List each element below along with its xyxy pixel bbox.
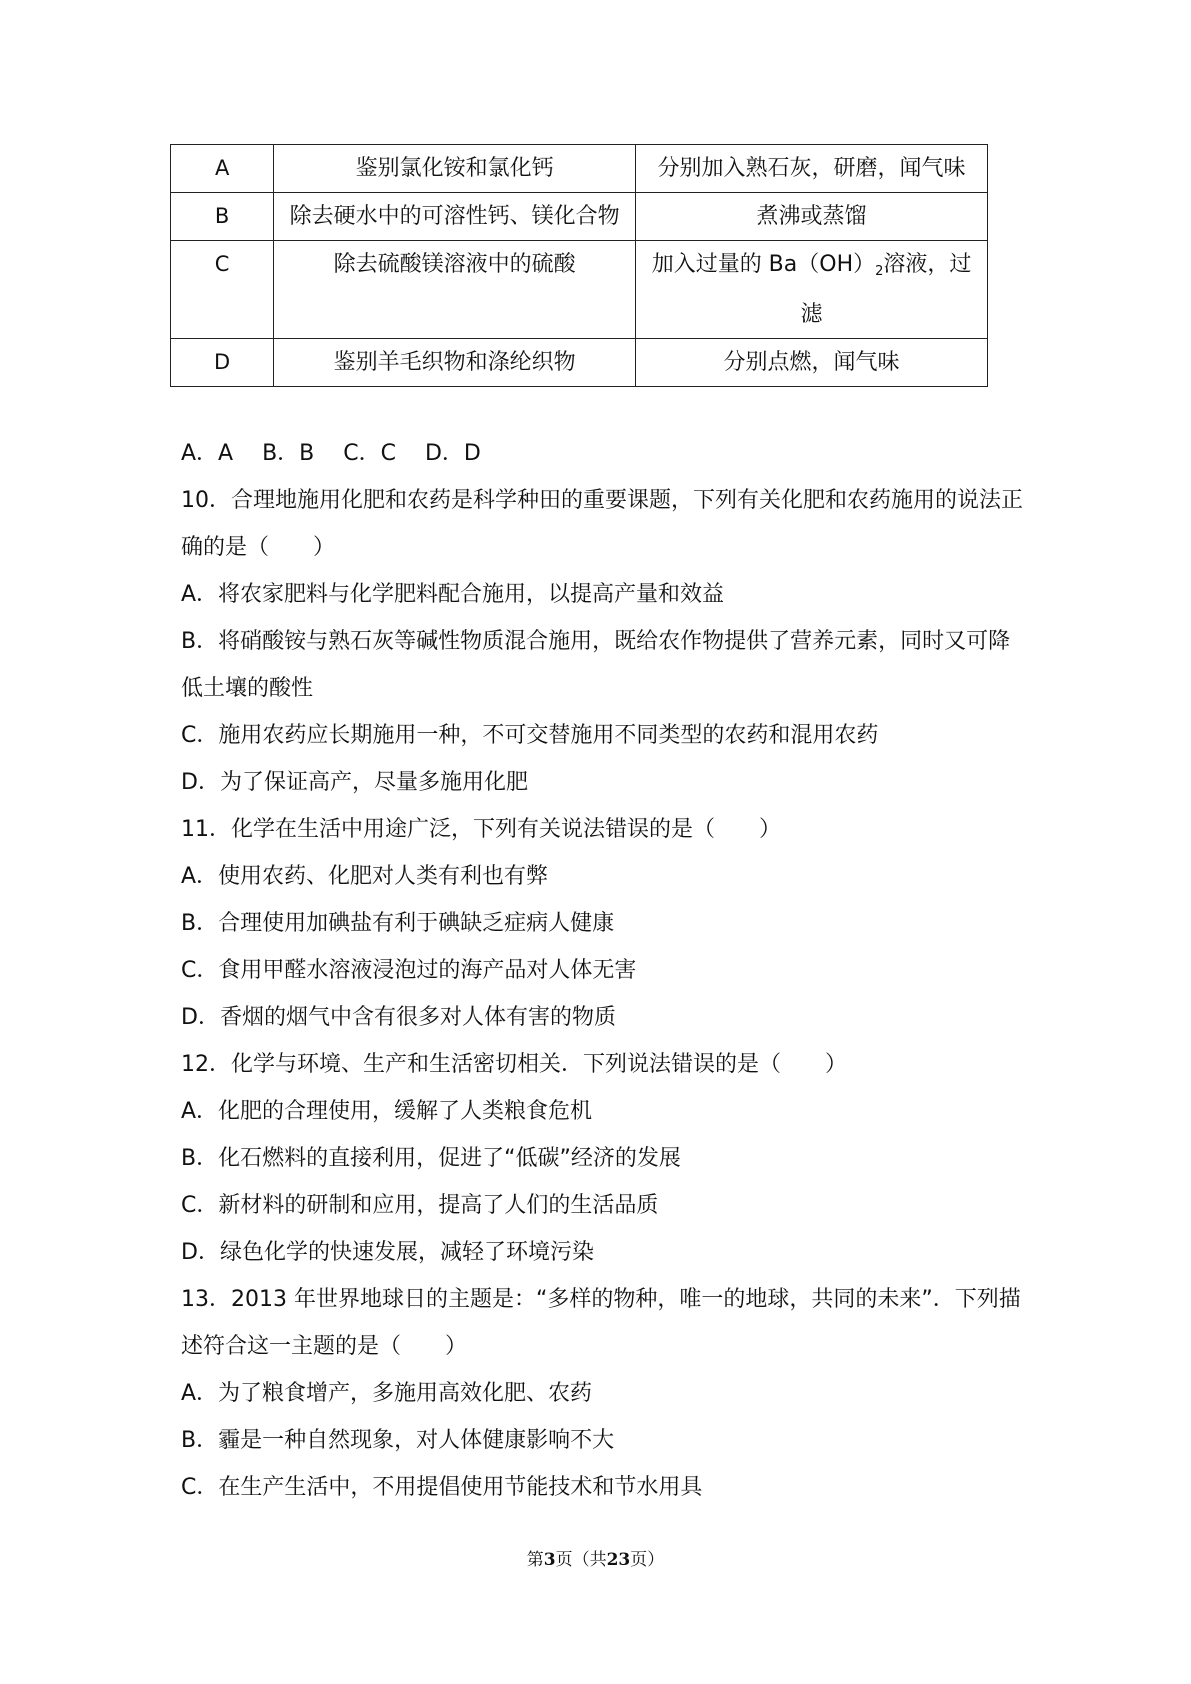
question-body xyxy=(181,430,1031,1511)
q13-stem: 13．2013 年世界地球日的主题是：“多样的物种，唯一的地球，共同的未来”．下列描述符合这一主题的是（ ） xyxy=(181,1287,1021,1359)
q12-option-c: C．新材料的研制和应用，提高了人们的生活品质 xyxy=(181,1193,659,1218)
row-purpose: 鉴别氯化铵和氯化钙 xyxy=(274,145,636,193)
row-method: 煮沸或蒸馏 xyxy=(636,193,988,241)
q12-option-a: A．化肥的合理使用，缓解了人类粮食危机 xyxy=(181,1099,593,1124)
row-method: 分别点燃，闻气味 xyxy=(636,339,988,387)
row-purpose: 鉴别羊毛织物和涤纶织物 xyxy=(274,339,636,387)
row-method xyxy=(636,241,988,339)
row-label: C xyxy=(171,241,274,339)
q11-option-d: D．香烟的烟气中含有很多对人体有害的物质 xyxy=(181,1005,616,1030)
table-row xyxy=(171,339,988,387)
q11-option-b: B．合理使用加碘盐有利于碘缺乏症病人健康 xyxy=(181,911,615,936)
footer-mid: 页（共 xyxy=(555,1550,607,1570)
footer-total-pages: 23 xyxy=(606,1550,631,1570)
footer-suffix: 页） xyxy=(630,1550,665,1570)
row-label: A xyxy=(171,145,274,193)
footer-page-number: 3 xyxy=(543,1550,556,1570)
q13-option-b: B．霾是一种自然现象，对人体健康影响不大 xyxy=(181,1428,615,1453)
q13-option-a: A．为了粮食增产，多施用高效化肥、农药 xyxy=(181,1381,593,1406)
table-row xyxy=(171,145,988,193)
subscript: 2 xyxy=(875,264,884,279)
row-purpose: 除去硬水中的可溶性钙、镁化合物 xyxy=(274,193,636,241)
q9-answer-options: A．A B．B C．C D．D xyxy=(181,441,481,466)
row-method: 分别加入熟石灰，研磨，闻气味 xyxy=(636,145,988,193)
q12-stem: 12．化学与环境、生产和生活密切相关．下列说法错误的是（ ） xyxy=(181,1052,847,1077)
q13-option-c: C．在生产生活中，不用提倡使用节能技术和节水用具 xyxy=(181,1475,703,1500)
q11-stem: 11．化学在生活中用途广泛，下列有关说法错误的是（ ） xyxy=(181,817,781,842)
method-text-pre: 加入过量的 Ba（OH） xyxy=(651,252,876,277)
table-row xyxy=(171,193,988,241)
method-text-post: 溶液，过滤 xyxy=(800,252,972,327)
options-table xyxy=(170,144,988,387)
q10-option-c: C．施用农药应长期施用一种，不可交替施用不同类型的农药和混用农药 xyxy=(181,723,879,748)
q11-option-a: A．使用农药、化肥对人类有利也有弊 xyxy=(181,864,549,889)
q11-option-c: C．食用甲醛水溶液浸泡过的海产品对人体无害 xyxy=(181,958,637,983)
row-label: D xyxy=(171,339,274,387)
page-footer xyxy=(0,1545,1191,1570)
q12-option-b: B．化石燃料的直接利用，促进了“低碳”经济的发展 xyxy=(181,1146,681,1171)
row-label: B xyxy=(171,193,274,241)
footer-prefix: 第 xyxy=(526,1550,544,1570)
row-purpose: 除去硫酸镁溶液中的硫酸 xyxy=(274,241,636,339)
q10-option-b: B．将硝酸铵与熟石灰等碱性物质混合施用，既给农作物提供了营养元素，同时又可降低土壤的酸性 xyxy=(181,629,1011,701)
q10-option-a: A．将农家肥料与化学肥料配合施用，以提高产量和效益 xyxy=(181,582,725,607)
q10-stem: 10．合理地施用化肥和农药是科学种田的重要课题，下列有关化肥和农药施用的说法正确的是（ ） xyxy=(181,488,1023,560)
q12-option-d: D．绿色化学的快速发展，减轻了环境污染 xyxy=(181,1240,594,1265)
table-row xyxy=(171,241,988,339)
q10-option-d: D．为了保证高产，尽量多施用化肥 xyxy=(181,770,528,795)
